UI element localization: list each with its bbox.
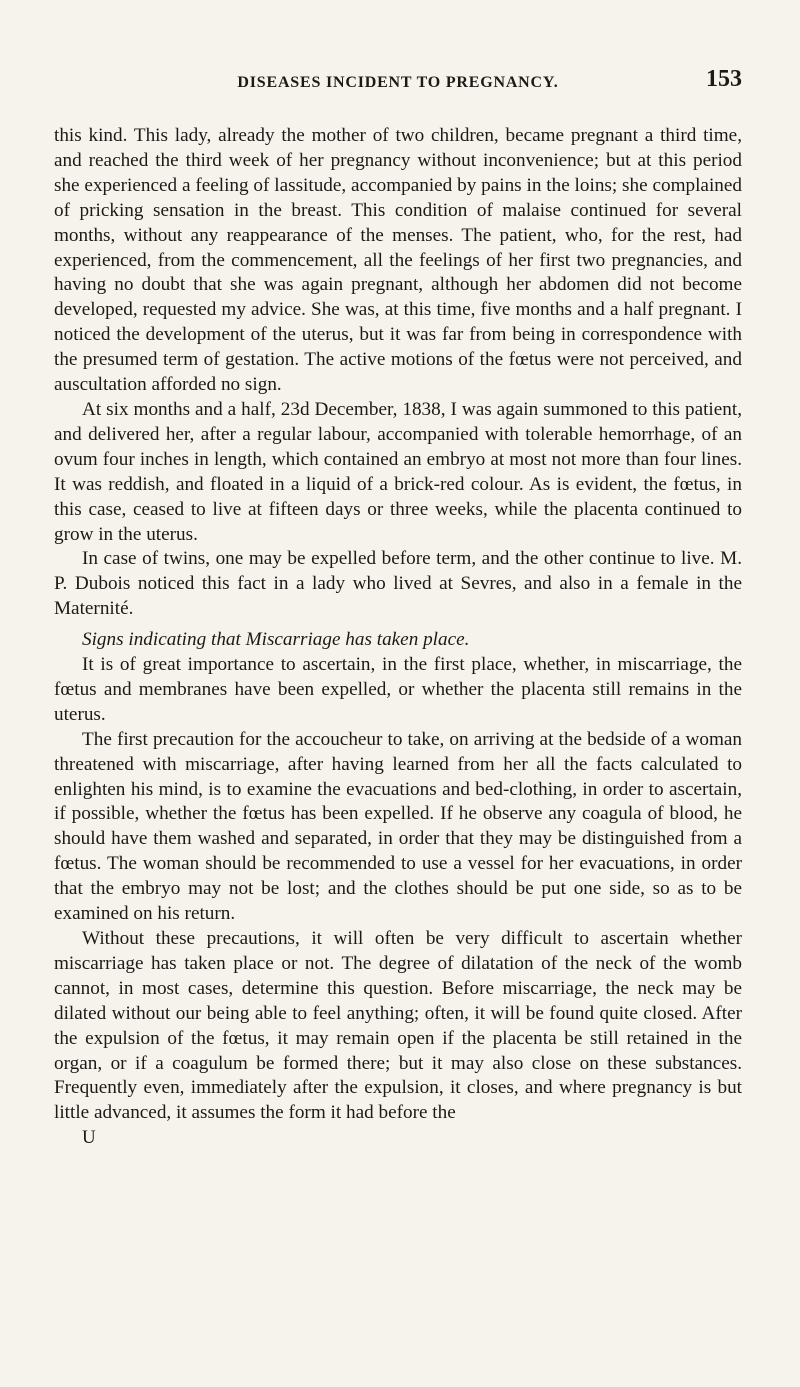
paragraph: Without these precautions, it will often be very difficult to ascertain whether miscarriage has taken place or not. The degree of dilatation of the neck of the womb cannot, in most cases, determine this question. Before miscarriage, the neck may be dilated without our being able to feel anything; often, it will be found quite closed. After the expulsion of the fœtus, it may remain open if the placenta be still retained in the organ, or if a coagulum be formed there; but it may also close on these substances. Frequently even, immediately after the expulsion, it closes, and where pregnancy is but little advanced, it assumes the form it had before the — [54, 928, 742, 1124]
signature-mark: U — [82, 1127, 96, 1149]
paragraph: At six months and a half, 23d December, 1838, I was again summoned to this patient, and delivered her, after a regular labour, accompanied with tolerable hemorrhage, of an ovum four inches in length, which contained an embryo at most not more than four lines. It was reddish, and floated in a liquid of a brick-red colour. As is evident, the fœtus, in this case, ceased to live at fifteen days or three weeks, while the placenta continued to grow in the uterus. — [54, 398, 742, 545]
page-number: 153 — [706, 66, 742, 92]
paragraph: In case of twins, one may be expelled before term, and the other continue to live. M. P. Dubois noticed this fact in a lady who lived at Sevres, and also in a female in the Maternité. — [54, 548, 742, 620]
paragraph-continued: this kind. This lady, already the mother of two children, became pregnant a third time, and reached the third week of her pregnancy without inconvenience; but at this period she experienced a feeling of lassitude, accompanied by pains in the loins; she complained of pricking sensation in the breast. This condition of malaise continued for several months, without any reappearance of the menses. The patient, who, for the rest, had experienced, from the commencement, all the feelings of her first two pregnancies, and having no doubt that she was again pregnant, although her abdomen did not become developed, requested my advice. She was, at this time, five months and a half pregnant. I noticed the development of the uterus, but it was far from being in correspondence with the presumed term of gestation. The active motions of the fœtus were not perceived, and auscultation afforded no sign. — [54, 125, 742, 396]
running-title: DISEASES INCIDENT TO PREGNANCY. — [237, 74, 559, 91]
body-text — [54, 124, 742, 1150]
paragraph: It is of great importance to ascertain, in the first place, whether, in miscarriage, the fœtus and membranes have been expelled, or whether the placenta still remains in the uterus. — [54, 654, 742, 725]
running-head — [54, 62, 742, 102]
paragraph: The first precaution for the accoucheur to take, on arriving at the bedside of a woman threatened with miscarriage, after having learned from her all the facts calculated to enlighten his mind, is to examine the evacuations and bed-clothing, in order to ascertain, if possible, whether the fœtus has been expelled. If he observe any coagula of blood, he should have them washed and separated, in order that they may be distinguished from a fœtus. The woman should be recommended to use a vessel for her evacuations, in order that the embryo may not be lost; and the clothes should be put one side, so as to be examined on his return. — [54, 728, 742, 925]
section-heading: Signs indicating that Miscarriage has taken place. — [82, 629, 470, 651]
